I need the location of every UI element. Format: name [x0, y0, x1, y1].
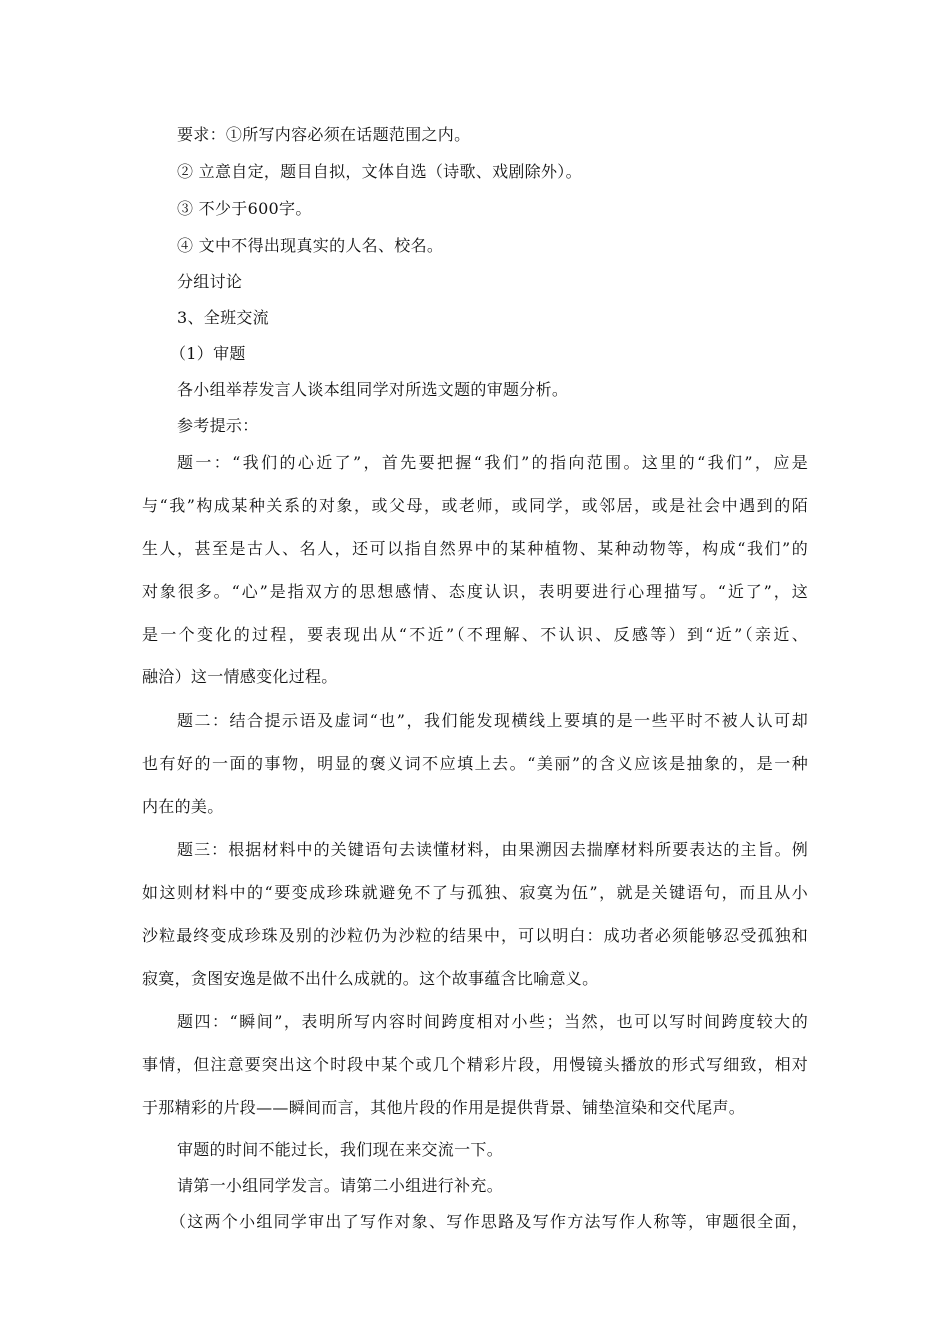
- section-heading: 3、全班交流: [177, 308, 269, 327]
- paragraph-line: 对象很多。“心”是指双方的思想感情、态度认识，表明要进行心理描写。“近了”，这: [142, 582, 808, 601]
- paragraph-line: 事情，但注意要突出这个时段中某个或几个精彩片段，用慢镜头播放的形式写细致，相对: [142, 1055, 808, 1074]
- section-heading: 分组讨论: [177, 272, 243, 291]
- paragraph-line: 沙粒最终变成珍珠及别的沙粒仍为沙粒的结果中，可以明白：成功者必须能够忍受孤独和: [142, 926, 808, 945]
- text-line: ② 立意自定，题目自拟，文体自选（诗歌、戏剧除外）。: [177, 162, 582, 181]
- paragraph-line: 是一个变化的过程，要表现出从“不近”（不理解、不认识、反感等）到“近”（亲近、: [142, 625, 808, 644]
- text-line: ③ 不少于600字。: [177, 199, 312, 218]
- paragraph-line: 如这则材料中的“要变成珍珠就避免不了与孤独、寂寞为伍”，就是关键语句，而且从小: [142, 883, 808, 902]
- paragraph-line: 于那精彩的片段——瞬间而言，其他片段的作用是提供背景、铺垫渲染和交代尾声。: [142, 1098, 746, 1117]
- paragraph-line: 题二：结合提示语及虚词“也”，我们能发现横线上要填的是一些平时不被人认可却: [177, 711, 808, 730]
- text-line: 审题的时间不能过长，我们现在来交流一下。: [177, 1140, 504, 1159]
- text-line: 参考提示：: [177, 416, 259, 435]
- paragraph-line: 题三：根据材料中的关键语句去读懂材料，由果溯因去揣摩材料所要表达的主旨。例: [177, 840, 808, 859]
- text-line: 请第一小组同学发言。请第二小组进行补充。: [177, 1176, 504, 1195]
- text-line: ④ 文中不得出现真实的人名、校名。: [177, 236, 444, 255]
- paragraph-line: 内在的美。: [142, 797, 224, 816]
- paragraph-line: （这两个小组同学审出了写作对象、写作思路及写作方法写作人称等，审题很全面，: [170, 1212, 808, 1231]
- paragraph-line: 题一：“我们的心近了”，首先要把握“我们”的指向范围。这里的“我们”，应是: [177, 453, 808, 472]
- paragraph-line: 寂寞，贪图安逸是做不出什么成就的。这个故事蕴含比喻意义。: [142, 969, 599, 988]
- paragraph-line: 融洽）这一情感变化过程。: [142, 667, 338, 686]
- text-line: 要求：①所写内容必须在话题范围之内。: [177, 125, 471, 144]
- paragraph-line: 也有好的一面的事物，明显的褒义词不应填上去。“美丽”的含义应该是抽象的，是一种: [142, 754, 808, 773]
- text-line: 各小组举荐发言人谈本组同学对所选文题的审题分析。: [177, 380, 569, 399]
- paragraph-line: 与“我”构成某种关系的对象，或父母，或老师，或同学，或邻居，或是社会中遇到的陌: [142, 496, 808, 515]
- paragraph-line: 生人，甚至是古人、名人，还可以指自然界中的某种植物、某种动物等，构成“我们”的: [142, 539, 808, 558]
- paragraph-line: 题四：“瞬间”，表明所写内容时间跨度相对小些；当然，也可以写时间跨度较大的: [177, 1012, 808, 1031]
- subsection-heading: （1）审题: [170, 344, 246, 363]
